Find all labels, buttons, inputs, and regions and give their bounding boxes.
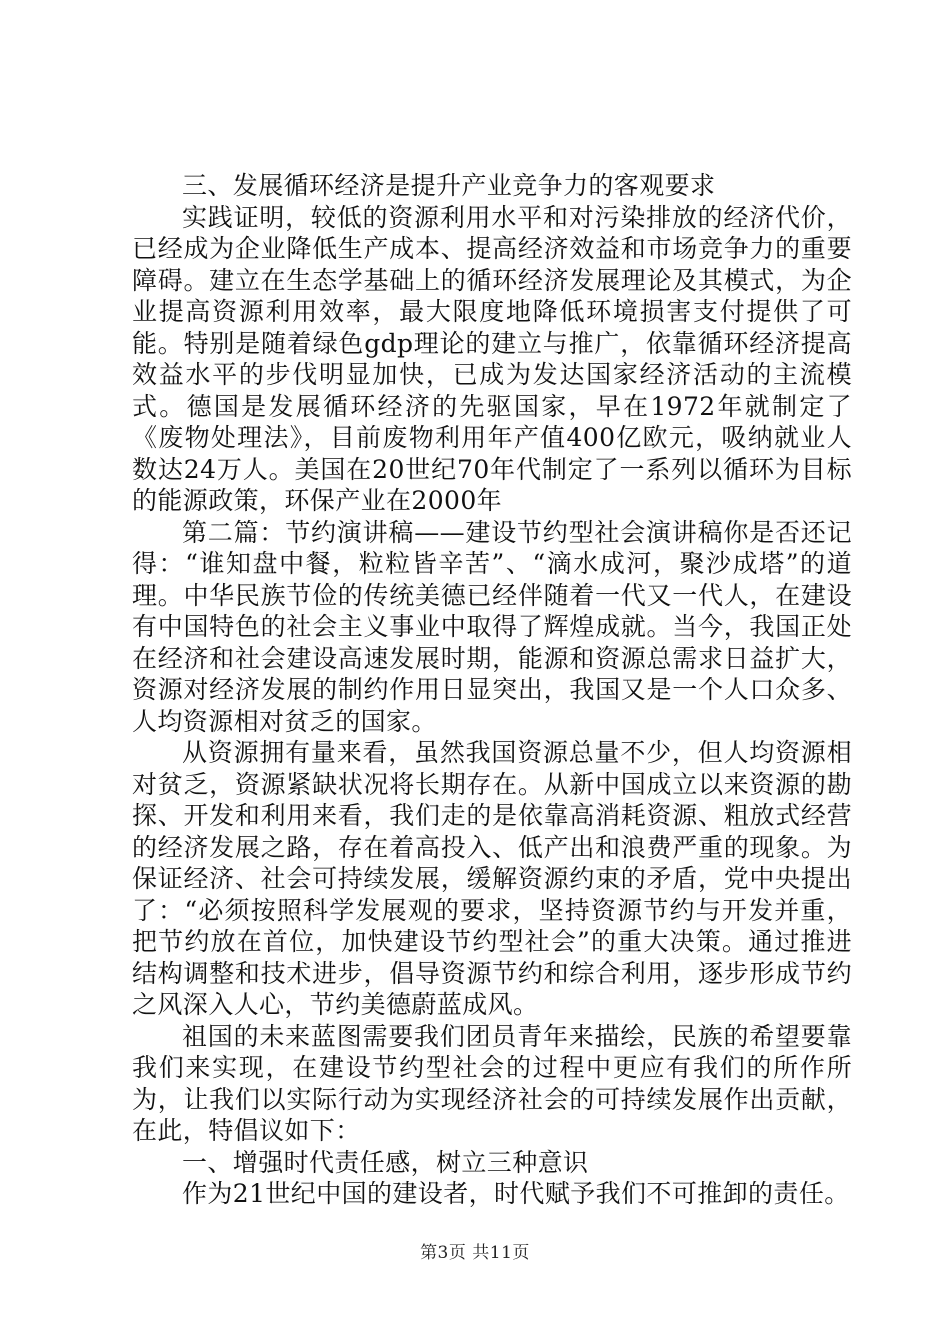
section-heading: 三、发展循环经济是提升产业竞争力的客观要求 bbox=[182, 171, 716, 200]
paragraph: 作为21世纪中国的建设者，时代赋予我们不可推卸的责任。 bbox=[182, 1179, 850, 1208]
paragraph: 从资源拥有量来看，虽然我国资源总量不少，但人均资源相对贫乏，资源紧缺状况将长期存在。从新中国成立以来资源的勘探、开发和利用来看，我们走的是依靠高消耗资源、粗放式经营的经济发展之路，存在着高投入、低产出和浪费严重的现象。为保证经济、社会可持续发展，缓解资源约束的矛盾，党中央提出了：“必须按照科学发展观的要求，坚持资源节约与开发并重，把节约放在首位，加快建设节约型社会”的重大决策。通过推进结构调整和技术进步，倡导资源节约和综合利用，逐步形成节约之风深入人心，节约美德蔚蓝成风。 bbox=[132, 738, 852, 1019]
page-footer: 第3页 共11页 bbox=[420, 1243, 530, 1263]
paragraph: 实践证明，较低的资源利用水平和对污染排放的经济代价，已经成为企业降低生产成本、提高经济效益和市场竞争力的重要障碍。建立在生态学基础上的循环经济发展理论及其模式，为企业提高资源利用效率，最大限度地降低环境损害支付提供了可能。特别是随着绿色gdp理论的建立与推广，依靠循环经济提高效益水平的步伐明显加快，已成为发达国家经济活动的主流模式。德国是发展循环经济的先驱国家，早在1972年就制定了《废物处理法》，目前废物利用年产值400亿欧元，吸纳就业人数达24万人。美国在20世纪70年代制定了一系列以循环为目标的能源政策，环保产业在2000年 bbox=[132, 202, 852, 515]
section-heading: 一、增强时代责任感，树立三种意识 bbox=[182, 1147, 589, 1177]
paragraph: 第二篇：节约演讲稿——建设节约型社会演讲稿你是否还记得：“谁知盘中餐，粒粒皆辛苦”、“滴水成河，聚沙成塔”的道理。中华民族节俭的传统美德已经伴随着一代又一代人，在建设有中国特色的社会主义事业中取得了辉煌成就。当今，我国正处在经济和社会建设高速发展时期，能源和资源总需求日益扩大，资源对经济发展的制约作用日显突出，我国又是一个人口众多、人均资源相对贫乏的国家。 bbox=[132, 517, 852, 736]
paragraph: 祖国的未来蓝图需要我们团员青年来描绘，民族的希望要靠我们来实现，在建设节约型社会的过程中更应有我们的所作所为，让我们以实际行动为实现经济社会的可持续发展作出贡献，在此，特倡议如下： bbox=[132, 1021, 852, 1145]
document-body bbox=[132, 170, 852, 1210]
